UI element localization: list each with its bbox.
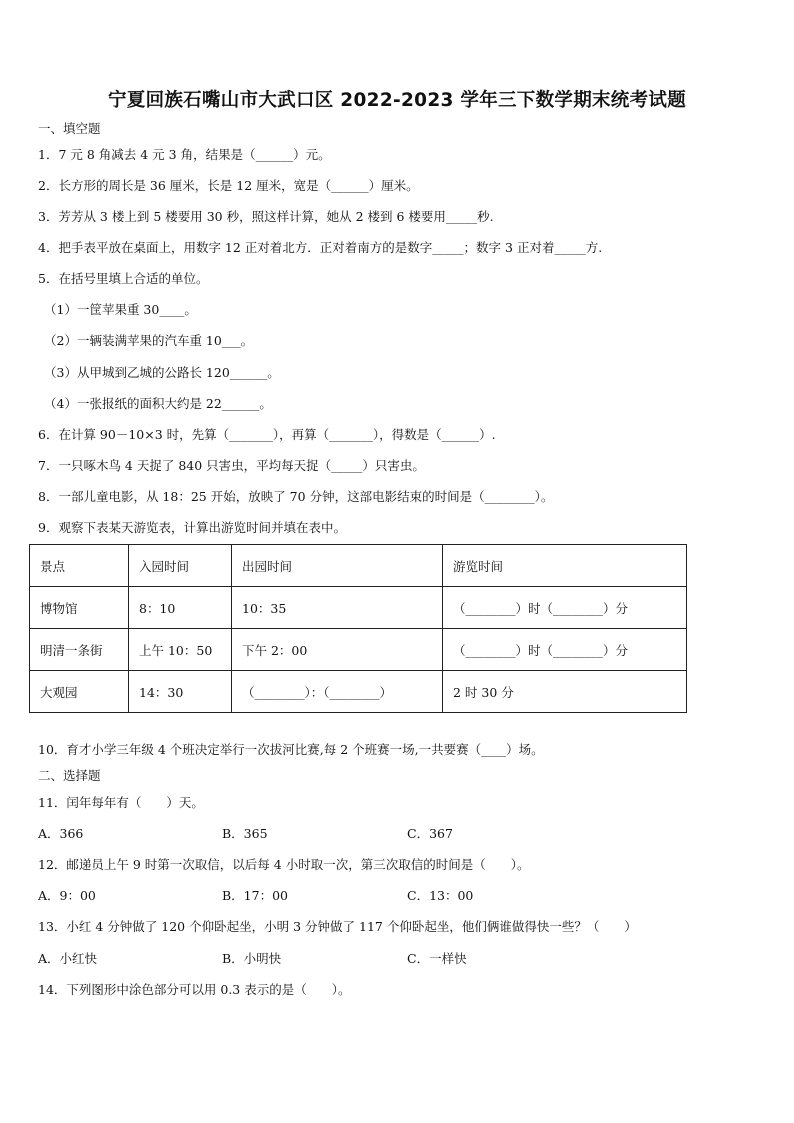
table-header-cell: 游览时间 (443, 545, 687, 587)
section-choice-heading: 二、选择题 (38, 768, 101, 783)
question-5-part-2: （2）一辆装满苹果的汽车重 10___。 (44, 333, 254, 348)
question-7: 7．一只啄木鸟 4 天捉了 840 只害虫，平均每天捉（_____）只害虫。 (38, 458, 425, 473)
section-fill-in-heading: 一、填空题 (38, 121, 101, 136)
table-header-row (30, 545, 687, 587)
tour-table (29, 544, 687, 713)
q13-option-c: C．一样快 (407, 951, 467, 966)
table-cell: 博物馆 (30, 587, 129, 629)
table-cell: 10：35 (232, 587, 443, 629)
question-8: 8．一部儿童电影，从 18：25 开始，放映了 70 分钟，这部电影结束的时间是（________）。 (38, 489, 554, 504)
question-6: 6．在计算 90－10×3 时，先算（_______），再算（_______），得数是（______）. (38, 427, 496, 442)
q12-option-a: A．9：00 (38, 888, 96, 903)
table-cell: （________）时（________）分 (443, 629, 687, 671)
table-cell: 大观园 (30, 671, 129, 713)
question-14: 14．下列图形中涂色部分可以用 0.3 表示的是（ ）。 (38, 982, 351, 997)
table-cell: 2 时 30 分 (443, 671, 687, 713)
question-4: 4．把手表平放在桌面上，用数字 12 正对着北方．正对着南方的是数字_____；数字 3 正对着_____方. (38, 240, 603, 255)
question-5-part-4: （4）一张报纸的面积大约是 22______。 (44, 396, 272, 411)
question-11: 11．闰年每年有（ ）天。 (38, 795, 204, 810)
table-cell: 明清一条街 (30, 629, 129, 671)
table-row (30, 671, 687, 713)
question-13: 13．小红 4 分钟做了 120 个仰卧起坐，小明 3 分钟做了 117 个仰卧起坐，他们俩谁做得快一些？（ ） (38, 919, 637, 934)
table-cell: 下午 2：00 (232, 629, 443, 671)
q13-option-b: B．小明快 (222, 951, 282, 966)
table-row (30, 629, 687, 671)
table-cell: （________）：（________） (232, 671, 443, 713)
q13-option-a: A．小红快 (38, 951, 98, 966)
question-1: 1．7 元 8 角减去 4 元 3 角，结果是（______）元。 (38, 147, 331, 162)
question-3: 3．芳芳从 3 楼上到 5 楼要用 30 秒，照这样计算，她从 2 楼到 6 楼要用_____秒. (38, 209, 494, 224)
q11-option-b: B．365 (222, 826, 268, 841)
question-9: 9．观察下表某天游览表，计算出游览时间并填在表中。 (38, 520, 346, 535)
table-header-cell: 出园时间 (232, 545, 443, 587)
question-5-part-1: （1）一筐苹果重 30____。 (44, 302, 197, 317)
question-12: 12．邮递员上午 9 时第一次取信，以后每 4 小时取一次，第三次取信的时间是（ ）。 (38, 857, 530, 872)
page-title: 宁夏回族石嘴山市大武口区 2022-2023 学年三下数学期末统考试题 (107, 90, 687, 111)
q11-option-a: A．366 (38, 826, 84, 841)
table-header-cell: 入园时间 (129, 545, 232, 587)
question-5-part-3: （3）从甲城到乙城的公路长 120______。 (44, 365, 280, 380)
table-cell: （________）时（________）分 (443, 587, 687, 629)
q12-option-b: B．17：00 (222, 888, 288, 903)
q11-option-c: C．367 (407, 826, 453, 841)
question-2: 2．长方形的周长是 36 厘米，长是 12 厘米，宽是（______）厘米。 (38, 178, 419, 193)
question-10: 10．育才小学三年级 4 个班决定举行一次拔河比赛,每 2 个班赛一场,一共要赛（____）场。 (38, 742, 544, 757)
table-row (30, 587, 687, 629)
question-5: 5．在括号里填上合适的单位。 (38, 271, 209, 286)
table-header-cell: 景点 (30, 545, 129, 587)
table-cell: 上午 10：50 (129, 629, 232, 671)
q12-option-c: C．13：00 (407, 888, 474, 903)
table-cell: 8：10 (129, 587, 232, 629)
table-cell: 14：30 (129, 671, 232, 713)
